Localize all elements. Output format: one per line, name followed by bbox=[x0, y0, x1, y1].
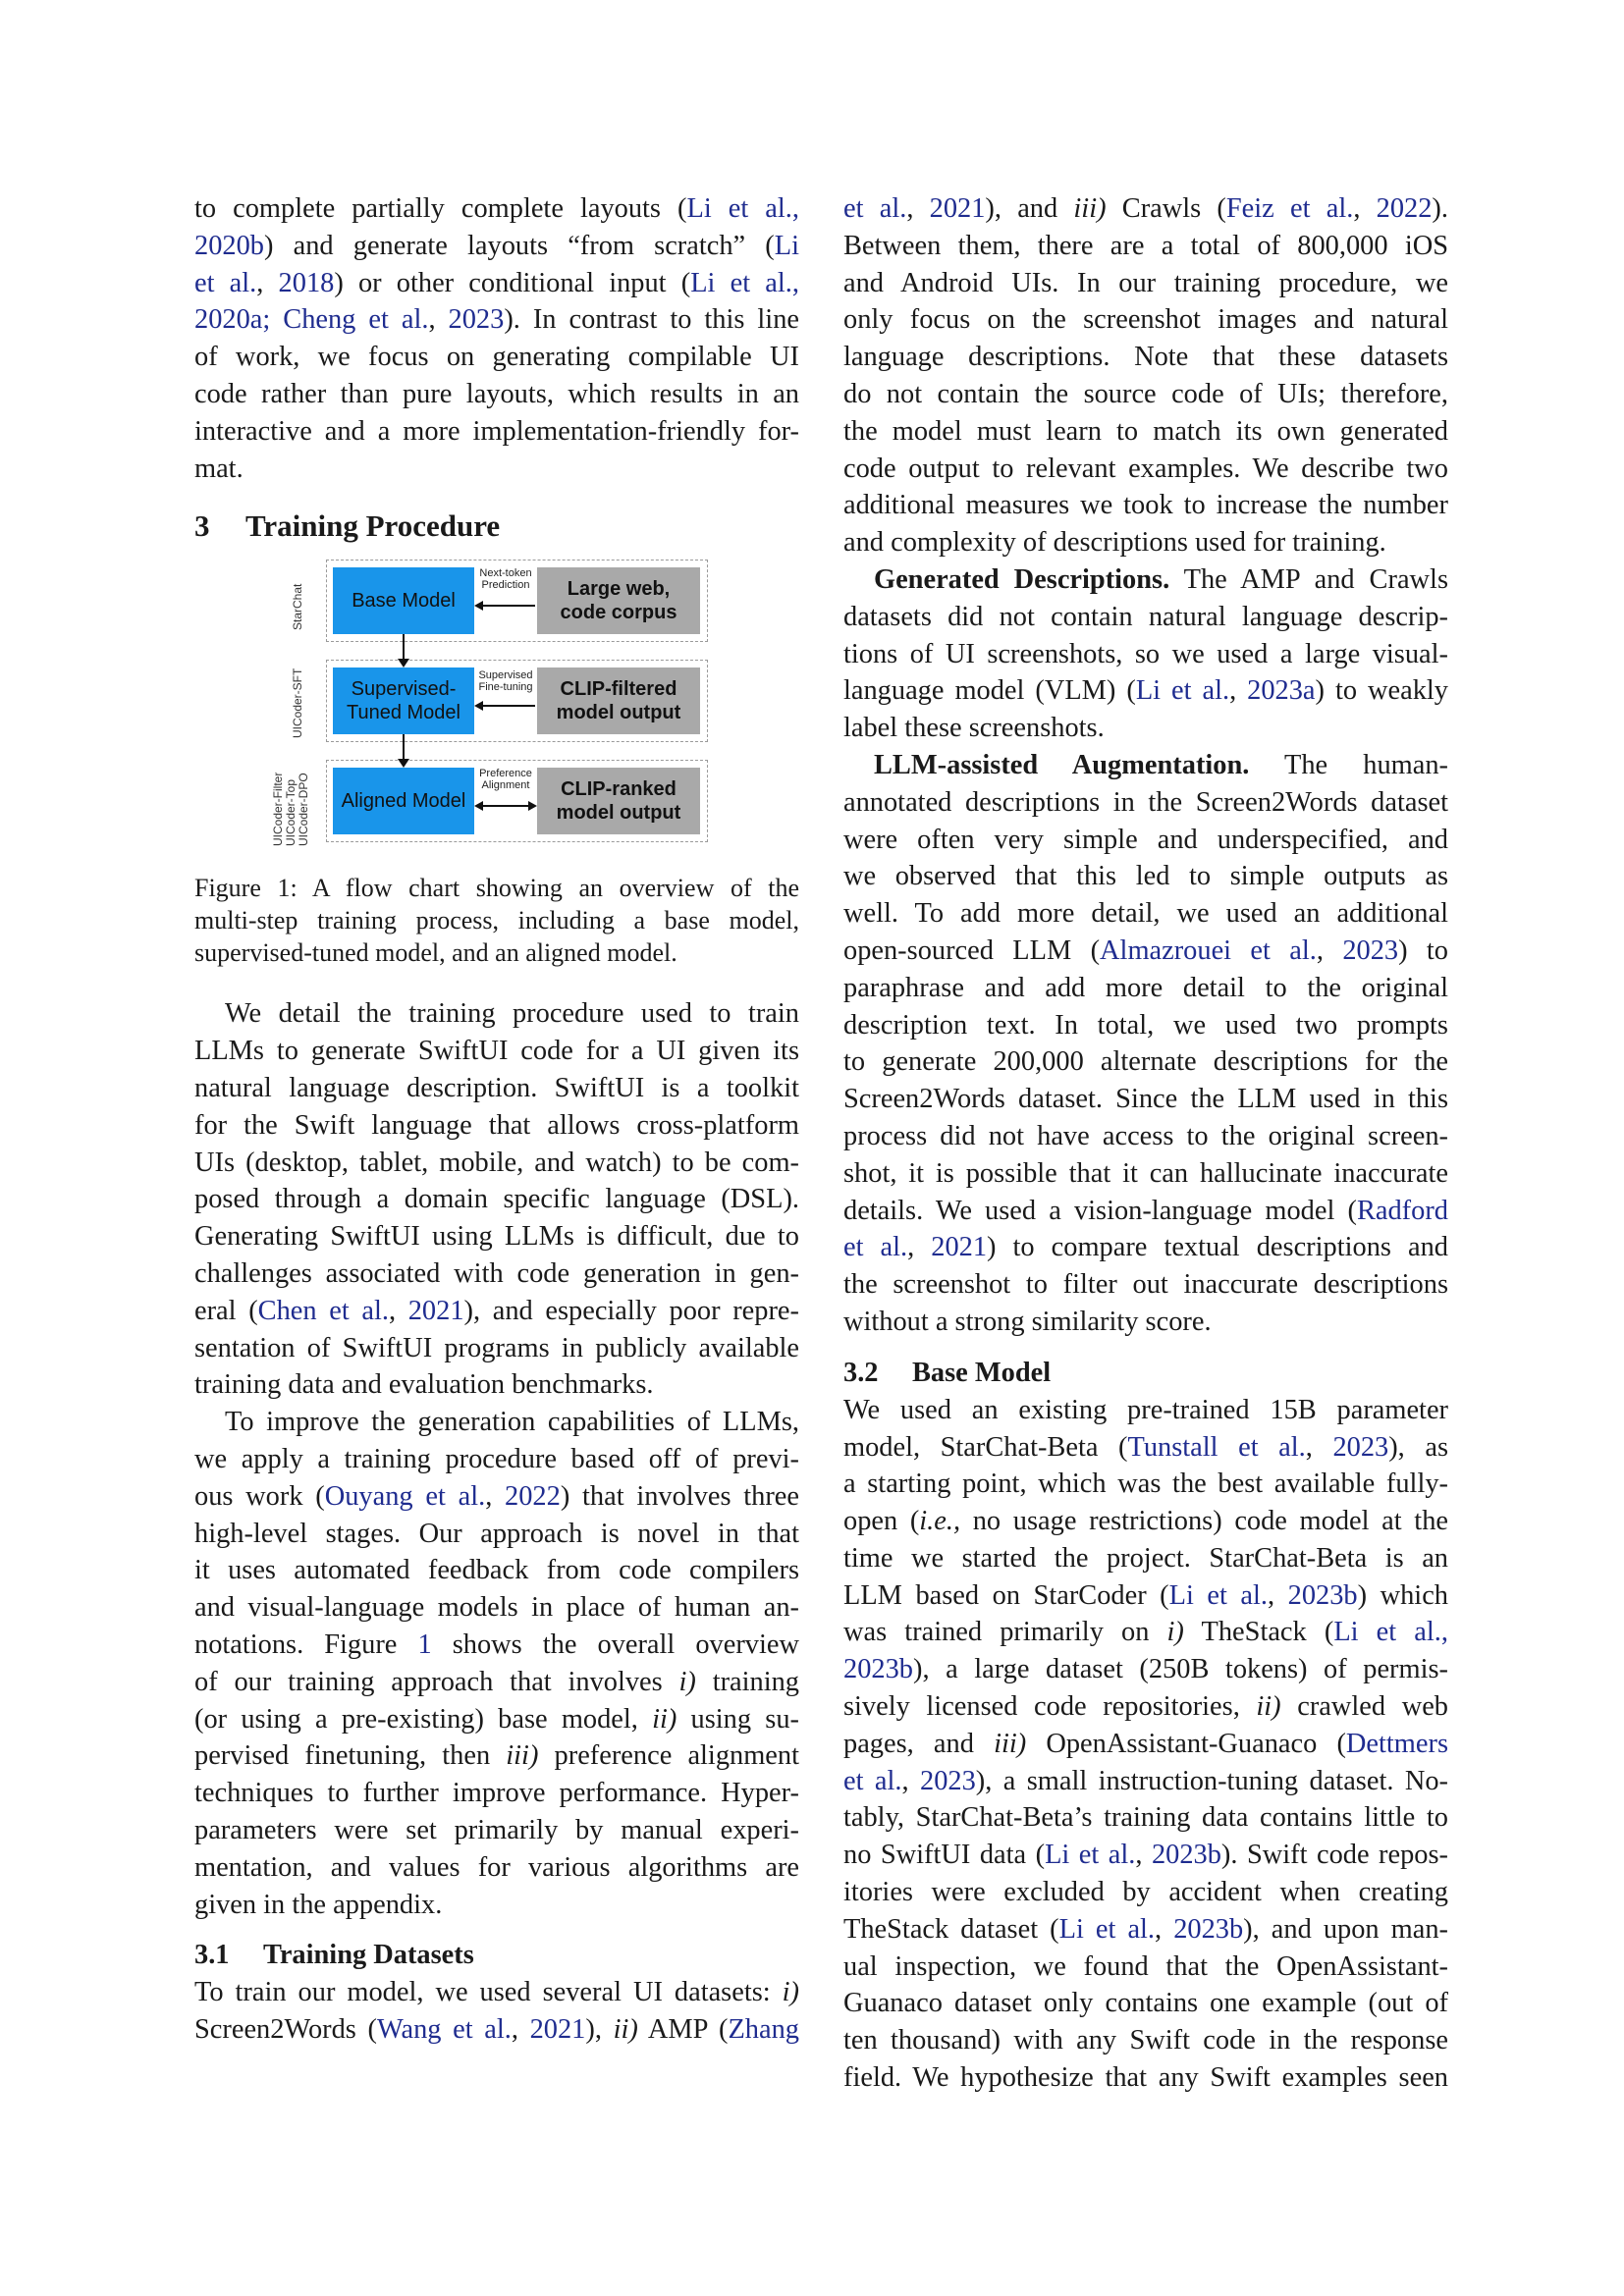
citation-link[interactable]: et al. bbox=[843, 1232, 908, 1263]
text-line: and Android UIs. In our training procedure, we bbox=[843, 267, 1448, 298]
citation-link[interactable]: 1 bbox=[417, 1629, 432, 1660]
text-line: interactive and a more implementation-friendly for- bbox=[194, 415, 799, 447]
text-line: We detail the training procedure used to train bbox=[225, 998, 799, 1030]
arrow-bidirectional bbox=[474, 801, 537, 811]
arrow-left-2 bbox=[474, 701, 537, 711]
citation-link[interactable]: 2022 bbox=[1376, 193, 1433, 224]
text-line: was trained primarily on i) TheStack (Li et al., bbox=[843, 1617, 1448, 1648]
citation-link[interactable]: Li bbox=[774, 230, 799, 261]
aligned-model-node: Aligned Model bbox=[333, 768, 474, 834]
citation-link[interactable]: 2021 bbox=[929, 193, 986, 224]
text-line: well. To add more detail, we used an additional bbox=[843, 898, 1448, 930]
text-line: eral (Chen et al., 2021), and especially poor repre- bbox=[194, 1295, 799, 1326]
section-number: 3 bbox=[194, 508, 210, 544]
text-line: process did not have access to the original screen- bbox=[843, 1120, 1448, 1151]
citation-link[interactable]: Zhang bbox=[728, 2014, 799, 2046]
citation-link[interactable]: 2023 bbox=[448, 304, 505, 336]
left-column bbox=[194, 190, 799, 2049]
text-line: ous work (Ouyang et al., 2022) that involves three bbox=[194, 1480, 800, 1512]
text-line: mat. bbox=[194, 453, 244, 484]
text-line: itories were excluded by accident when creating bbox=[843, 1877, 1448, 1908]
paragraph-training-datasets bbox=[194, 1974, 799, 2049]
paragraph-training-overview bbox=[194, 995, 799, 1404]
subsection-title: Training Datasets bbox=[263, 1940, 474, 1971]
text-line: language model (VLM) (Li et al., 2023a) to weakly bbox=[843, 675, 1448, 707]
text-line: without a strong similarity score. bbox=[843, 1306, 1212, 1337]
clip-filtered-node: CLIP-filtered model output bbox=[537, 667, 700, 734]
citation-link[interactable]: 2021 bbox=[407, 1295, 464, 1326]
text-line: techniques to further improve performance. Hyper- bbox=[194, 1778, 799, 1809]
text-line: to complete partially complete layouts (Li et al., bbox=[194, 193, 799, 224]
citation-link[interactable]: 2022 bbox=[505, 1480, 561, 1512]
text-line: annotated descriptions in the Screen2Words dataset bbox=[843, 786, 1448, 818]
citation-link[interactable]: Li et al. bbox=[1168, 1579, 1269, 1611]
text-line: high-level stages. Our approach is novel in that bbox=[194, 1518, 799, 1549]
citation-link[interactable]: Tunstall et al. bbox=[1127, 1431, 1306, 1463]
text-line: description text. In total, we used two prompts bbox=[843, 1009, 1448, 1041]
citation-link[interactable]: et al. bbox=[843, 193, 907, 224]
text-line: (or using a pre-existing) base model, ii) using su- bbox=[194, 1703, 799, 1735]
text-line: Screen2Words dataset. Since the LLM used in this bbox=[843, 1084, 1448, 1115]
italic-text: i) bbox=[782, 1977, 799, 2008]
text-line: et al., 2021), and iii) Crawls (Feiz et al., 2022). bbox=[843, 193, 1448, 224]
text-line: code rather than pure layouts, which results in an bbox=[194, 378, 799, 409]
arrow-down-2 bbox=[403, 734, 405, 760]
row-label-aligned-variants: UICoder-Filter UICoder-Top UICoder-DPO bbox=[271, 773, 310, 847]
text-line: given in the appendix. bbox=[194, 1889, 443, 1920]
text-line: label these screenshots. bbox=[843, 713, 1105, 744]
citation-link[interactable]: et al. bbox=[194, 267, 257, 298]
italic-text: iii) bbox=[506, 1740, 539, 1772]
citation-link[interactable]: Li et al. bbox=[1045, 1840, 1136, 1871]
text-line: tions of UI screenshots, so we used a large visual- bbox=[843, 638, 1448, 669]
text-line: notations. Figure 1 shows the overall overview bbox=[194, 1629, 799, 1660]
text-line: ual inspection, we found that the OpenAssistant- bbox=[843, 1950, 1448, 1982]
citation-link[interactable]: 2023 bbox=[920, 1765, 976, 1796]
citation-link[interactable]: Feiz et al. bbox=[1225, 193, 1354, 224]
text-line: posed through a domain specific language (DSL). bbox=[194, 1184, 799, 1215]
italic-text: iii) bbox=[1073, 193, 1107, 224]
figure-1-flowchart bbox=[194, 546, 799, 847]
text-line: natural language description. SwiftUI is a toolkit bbox=[194, 1072, 799, 1103]
text-line: of our training approach that involves i) training bbox=[194, 1666, 799, 1697]
citation-link[interactable]: 2023b bbox=[1173, 1913, 1244, 1945]
italic-text: ii) bbox=[613, 2014, 638, 2046]
text-line: we observed that this led to simple outputs as bbox=[843, 861, 1448, 892]
text-line: To improve the generation capabilities of LLMs, bbox=[225, 1407, 799, 1438]
paragraph-llm-augmentation bbox=[843, 747, 1448, 1341]
citation-link[interactable]: 2020b bbox=[194, 230, 264, 261]
citation-link[interactable]: Chen et al. bbox=[257, 1295, 389, 1326]
text-line: open-sourced LLM (Almazrouei et al., 2023) to bbox=[843, 934, 1449, 966]
text-line: We used an existing pre-trained 15B parameter bbox=[843, 1394, 1448, 1425]
text-line: LLM-assisted Augmentation. The human- bbox=[874, 749, 1448, 780]
text-line: supervised-tuned model, and an aligned model. bbox=[194, 938, 677, 968]
text-line: Screen2Words (Wang et al., 2021), ii) AMP (Zhang bbox=[194, 2014, 799, 2046]
text-line: only focus on the screenshot images and natural bbox=[843, 304, 1448, 336]
text-line: sively licensed code repositories, ii) crawled web bbox=[843, 1691, 1448, 1723]
paragraph-intro-continued bbox=[194, 190, 799, 487]
large-corpus-node: Large web, code corpus bbox=[537, 567, 700, 634]
text-line: 2020a; Cheng et al., 2023). In contrast to this line bbox=[194, 304, 799, 336]
citation-link[interactable]: 2023a bbox=[1247, 675, 1316, 707]
text-line: LLM based on StarCoder (Li et al., 2023b) which bbox=[843, 1579, 1448, 1611]
text-line: Guanaco dataset only contains one example (out of bbox=[843, 1988, 1448, 2019]
section-3-heading bbox=[194, 507, 799, 546]
text-line: multi-step training process, including a base model, bbox=[194, 906, 799, 935]
text-line: LLMs to generate SwiftUI code for a UI given its bbox=[194, 1036, 799, 1067]
citation-link[interactable]: Li et al., bbox=[690, 267, 799, 298]
citation-link[interactable]: Ouyang et al. bbox=[324, 1480, 486, 1512]
section-3-1-heading bbox=[194, 1937, 799, 1974]
text-line: additional measures we took to increase the number bbox=[843, 490, 1448, 521]
citation-link[interactable]: 2020a; Cheng et al. bbox=[194, 304, 429, 336]
paragraph-title: Generated Descriptions. bbox=[874, 563, 1170, 595]
citation-link[interactable]: Li et al., bbox=[1333, 1617, 1448, 1648]
edge-label-preference: Preference Alignment bbox=[479, 768, 532, 792]
arrow-down-1 bbox=[403, 634, 405, 660]
text-line: et al., 2021) to compare textual descriptions and bbox=[843, 1232, 1448, 1263]
text-line: parameters were set primarily by manual experi- bbox=[194, 1814, 799, 1845]
text-line: tably, StarChat-Beta’s training data contains little to bbox=[843, 1802, 1448, 1834]
text-line: datasets did not contain natural language descrip- bbox=[843, 601, 1448, 632]
text-line: 2023b), a large dataset (250B tokens) of permis- bbox=[843, 1654, 1448, 1685]
text-line: mentation, and values for various algorithms are bbox=[194, 1851, 799, 1883]
text-line: the screenshot to filter out inaccurate descriptions bbox=[843, 1269, 1448, 1301]
paragraph-datasets-continued bbox=[843, 190, 1448, 561]
italic-text: iii) bbox=[994, 1728, 1027, 1759]
text-line: Between them, there are a total of 800,000 iOS bbox=[843, 230, 1448, 261]
text-line: details. We used a vision-language model (Radford bbox=[843, 1195, 1448, 1226]
italic-text: ii) bbox=[652, 1703, 677, 1735]
text-line: Generating SwiftUI using LLMs is difficult, due to bbox=[194, 1221, 799, 1253]
text-line: and complexity of descriptions used for training. bbox=[843, 527, 1386, 559]
text-line: no SwiftUI data (Li et al., 2023b). Swift code repos- bbox=[843, 1840, 1448, 1871]
text-line: et al., 2023), a small instruction-tuning dataset. No- bbox=[843, 1765, 1448, 1796]
citation-link[interactable]: 2023 bbox=[1342, 934, 1399, 966]
text-line: Figure 1: A flow chart showing an overview of the bbox=[194, 874, 799, 903]
text-line: to generate 200,000 alternate descriptions for the bbox=[843, 1046, 1448, 1078]
text-line: pervised finetuning, then iii) preference alignment bbox=[194, 1740, 799, 1772]
row-label-uicoder-sft: UICoder-SFT bbox=[291, 668, 304, 739]
italic-text: ii) bbox=[1256, 1691, 1281, 1723]
citation-link[interactable]: Almazrouei et al. bbox=[1100, 934, 1317, 966]
subsection-number: 3.1 bbox=[194, 1940, 230, 1971]
text-line: we apply a training procedure based off of previ- bbox=[194, 1443, 799, 1474]
text-line: open (i.e., no usage restrictions) code model at the bbox=[843, 1506, 1448, 1537]
italic-text: i.e., bbox=[919, 1506, 961, 1537]
text-line: challenges associated with code generation in gen- bbox=[194, 1257, 799, 1289]
italic-text: i) bbox=[678, 1666, 696, 1697]
text-line: Generated Descriptions. The AMP and Crawls bbox=[874, 563, 1448, 595]
text-line: field. We hypothesize that any Swift examples seen bbox=[843, 2062, 1448, 2094]
text-line: time we started the project. StarChat-Beta is an bbox=[843, 1542, 1448, 1574]
text-line: ten thousand) with any Swift code in the response bbox=[843, 2025, 1448, 2056]
citation-link[interactable]: et al. bbox=[843, 1765, 902, 1796]
paragraph-base-model bbox=[843, 1392, 1448, 2097]
citation-link[interactable]: 2021 bbox=[529, 2014, 586, 2046]
figure-1-caption bbox=[194, 872, 799, 969]
text-line: a starting point, which was the best available fully- bbox=[843, 1468, 1448, 1500]
citation-link[interactable]: 2018 bbox=[278, 267, 335, 298]
citation-link[interactable]: 2021 bbox=[931, 1232, 988, 1263]
text-line: and visual-language models in place of human an- bbox=[194, 1592, 799, 1624]
citation-link[interactable]: 2023b bbox=[843, 1654, 913, 1685]
text-line: sentation of SwiftUI programs in publicly available bbox=[194, 1332, 799, 1363]
citation-link[interactable]: 2023 bbox=[1332, 1431, 1389, 1463]
right-column bbox=[843, 190, 1448, 2097]
edge-label-supervised: Supervised Fine-tuning bbox=[478, 669, 533, 694]
base-model-node: Base Model bbox=[333, 567, 474, 634]
text-line: TheStack dataset (Li et al., 2023b), and upon man- bbox=[843, 1913, 1448, 1945]
text-line: training data and evaluation benchmarks. bbox=[194, 1369, 654, 1401]
arrow-left-1 bbox=[474, 601, 537, 611]
text-line: UIs (desktop, tablet, mobile, and watch) to be com- bbox=[194, 1147, 799, 1178]
citation-link[interactable]: 2023b bbox=[1151, 1840, 1221, 1871]
citation-link[interactable]: Li et al., bbox=[686, 193, 799, 224]
section-3-2-heading bbox=[843, 1355, 1448, 1392]
citation-link[interactable]: Wang et al. bbox=[376, 2014, 512, 2046]
text-line: To train our model, we used several UI datasets: i) bbox=[194, 1977, 799, 2008]
italic-text: i) bbox=[1166, 1617, 1184, 1648]
subsection-title: Base Model bbox=[912, 1357, 1052, 1388]
citation-link[interactable]: 2023b bbox=[1287, 1579, 1358, 1611]
text-line: were often very simple and underspecified, and bbox=[843, 824, 1448, 855]
clip-ranked-node: CLIP-ranked model output bbox=[537, 768, 700, 834]
citation-link[interactable]: Li et al. bbox=[1135, 675, 1230, 707]
supervised-model-node: Supervised- Tuned Model bbox=[333, 667, 474, 734]
citation-link[interactable]: Radford bbox=[1356, 1195, 1448, 1226]
text-line: for the Swift language that allows cross-platform bbox=[194, 1109, 799, 1141]
section-title: Training Procedure bbox=[245, 508, 501, 544]
row-label-starchat: StarChat bbox=[291, 584, 304, 631]
text-line: it uses automated feedback from code compilers bbox=[194, 1555, 799, 1586]
text-line: the model must learn to match its own generated bbox=[843, 415, 1448, 447]
paragraph-title: LLM-assisted Augmentation. bbox=[874, 749, 1250, 780]
paragraph-training-stages bbox=[194, 1404, 799, 1923]
text-line: shot, it is possible that it can hallucinate inaccurate bbox=[843, 1157, 1448, 1189]
citation-link[interactable]: Li et al. bbox=[1058, 1913, 1156, 1945]
text-line: pages, and iii) OpenAssistant-Guanaco (Dettmers bbox=[843, 1728, 1448, 1759]
text-line: paraphrase and add more detail to the original bbox=[843, 972, 1448, 1003]
text-line: do not contain the source code of UIs; therefore, bbox=[843, 378, 1448, 409]
text-line: of work, we focus on generating compilable UI bbox=[194, 342, 799, 373]
citation-link[interactable]: Dettmers bbox=[1345, 1728, 1448, 1759]
paragraph-generated-descriptions bbox=[843, 561, 1448, 747]
text-line: et al., 2018) or other conditional input (Li et al., bbox=[194, 267, 799, 298]
edge-label-next-token: Next-token Prediction bbox=[479, 567, 532, 592]
text-line: code output to relevant examples. We describe two bbox=[843, 453, 1448, 484]
text-line: model, StarChat-Beta (Tunstall et al., 2023), as bbox=[843, 1431, 1448, 1463]
subsection-number: 3.2 bbox=[843, 1357, 879, 1388]
text-line: 2020b) and generate layouts “from scratch” (Li bbox=[194, 230, 799, 261]
text-line: language descriptions. Note that these datasets bbox=[843, 342, 1448, 373]
